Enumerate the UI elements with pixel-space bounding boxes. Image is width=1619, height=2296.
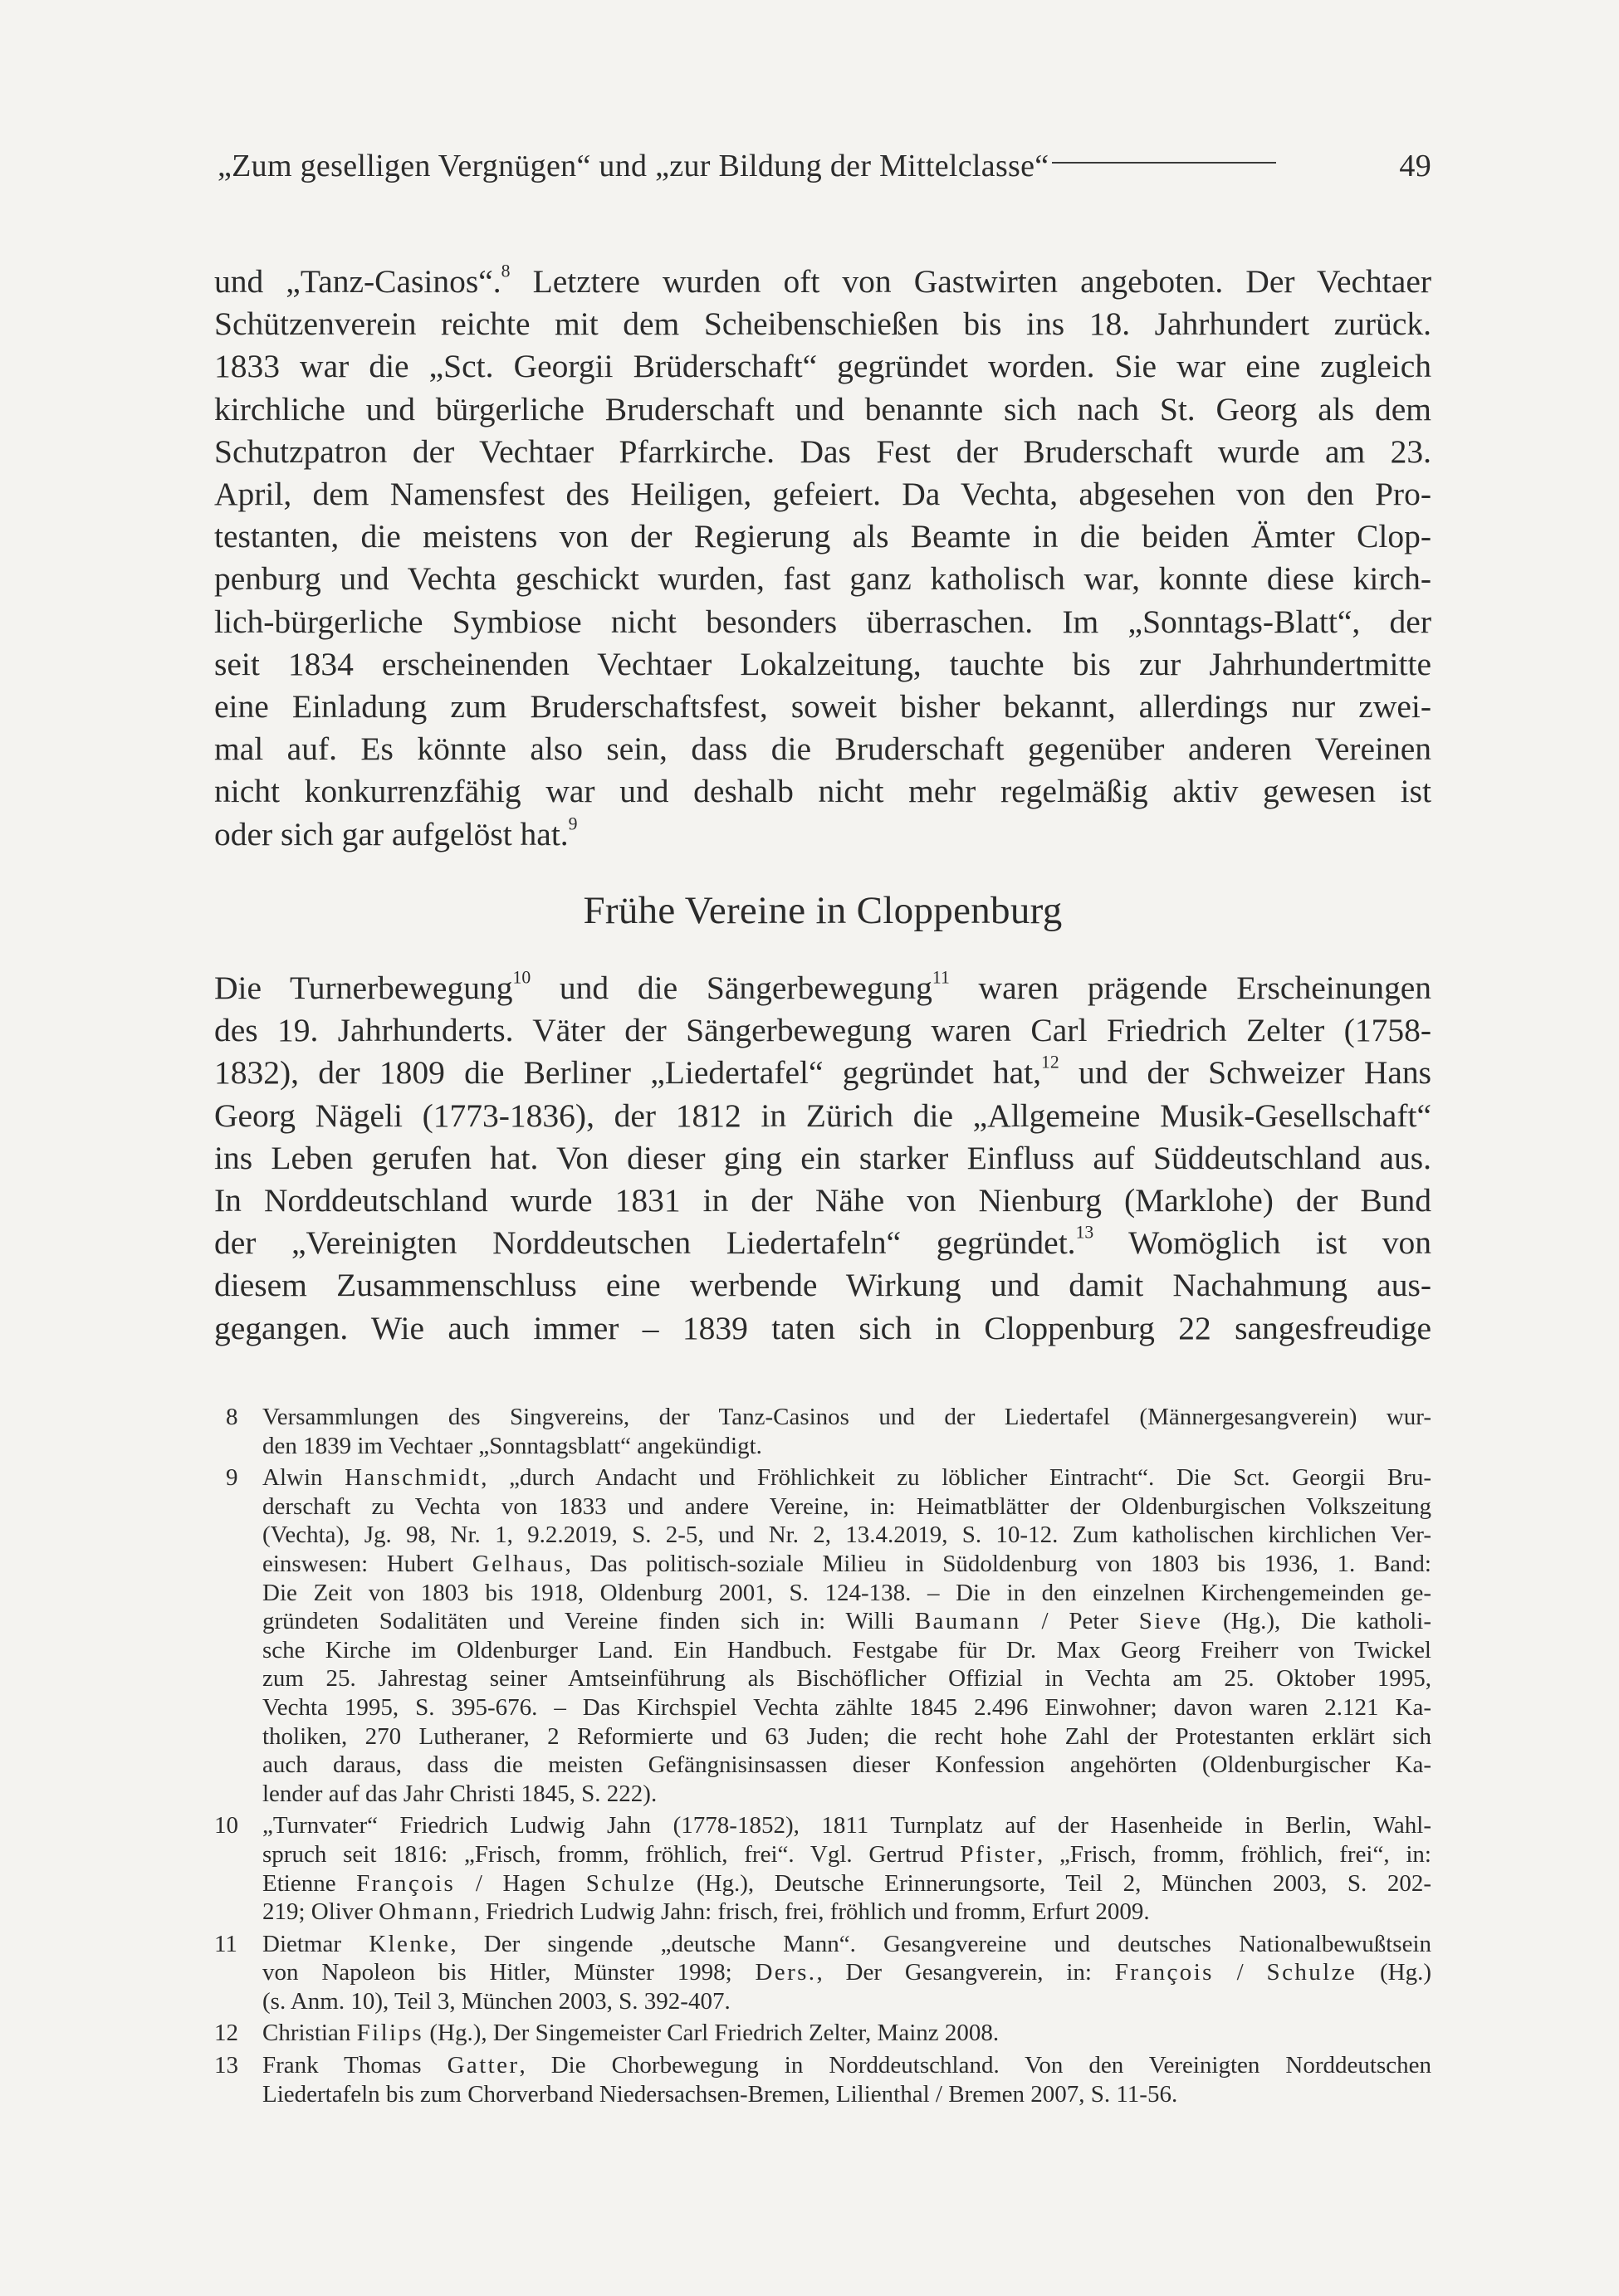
text-line: penburg und Vechta geschickt wurden, fast ganz katholisch war, konnte diese kirch- [214, 560, 1431, 598]
footnote-12 [214, 2019, 1431, 2048]
author-name: Sieve [1138, 1608, 1203, 1635]
text-line: April, dem Namensfest des Heiligen, gefeiert. Da Vechta, abgesehen von den Pro- [214, 476, 1431, 513]
footnote-number: 10 [214, 1812, 238, 1839]
author-name: François [1114, 1959, 1214, 1986]
footnote-text: Dietmar Klenke, Der singende „deutsche Mann“. Gesangvereine und deutsches Nationalbewußtsein von Napoleon bis Hitler, Münster 1998; Ders., Der Gesangverein, in: François / Schulze (Hg.) (s. Anm. 10), Teil 3, München 2003, S. 392-407. [262, 1930, 1432, 2015]
text-line: gegangen. Wie auch immer – 1839 taten sich in Cloppenburg 22 sangesfreudige [214, 1309, 1431, 1346]
footnote-number: 11 [214, 1930, 237, 1957]
text-line: oder sich gar aufgelöst hat.$^9$ [214, 813, 578, 852]
footnote-ref[interactable]: 9 [568, 813, 578, 834]
footnote-8 [214, 1403, 1431, 1460]
text-line: In Norddeutschland wurde 1831 in der Nähe von Nienburg (Marklohe) der Bund [214, 1182, 1431, 1219]
text-line: und „Tanz-Casinos“.$^8$ Letztere wurden oft von Gastwirten angeboten. Der Vechtaer [214, 261, 1432, 300]
footnote-text: Frank Thomas Gatter, Die Chorbewegung in Norddeutschland. Von den Vereinigten Norddeutschen Liedertafeln bis zum Chorverband Niedersachsen-Bremen, Lilienthal / Bremen 2007, S. 11-56. [262, 2052, 1431, 2108]
author-name: François [356, 1869, 456, 1897]
section-heading: Frühe Vereine in Cloppenburg [583, 889, 1063, 932]
footnote-10 [214, 1811, 1431, 1926]
author-name: Schulze [585, 1869, 677, 1897]
author-name: Baumann [914, 1608, 1021, 1635]
text-line: seit 1834 erscheinenden Vechtaer Lokalzeitung, tauchte bis zur Jahrhundertmitte [214, 645, 1431, 682]
text-line: Schützenverein reichte mit dem Scheibenschießen bis ins 18. Jahrhundert zurück. [214, 305, 1431, 343]
author-name: Gatter [447, 2052, 520, 2079]
author-name: Gelhaus [472, 1550, 565, 1577]
footnote-ref[interactable]: 13 [1075, 1222, 1094, 1243]
footnote-text: Christian Filips (Hg.), Der Singemeister Carl Friedrich Zelter, Mainz 2008. [262, 2020, 1000, 2047]
text-line: ins Leben gerufen hat. Von dieser ging ein starker Einfluss auf Süddeutschland aus. [214, 1139, 1431, 1176]
text-line: nicht konkurrenzfähig war und deshalb nicht mehr regelmäßig aktiv gewesen ist [214, 773, 1431, 810]
paragraph-bruderschaft [214, 261, 1431, 856]
footnote-number: 12 [214, 2020, 238, 2047]
footnote-11 [214, 1930, 1431, 2016]
author-name: Ohmann [379, 1898, 474, 1926]
footnote-ref[interactable]: 8 [501, 261, 511, 281]
text-line: mal auf. Es könnte also sein, dass die Bruderschaft gegenüber anderen Vereinen [214, 730, 1431, 768]
footnote-ref[interactable]: 12 [1041, 1052, 1059, 1072]
text-line: kirchliche und bürgerliche Bruderschaft und benannte sich nach St. Georg als dem [214, 390, 1431, 427]
page-number: 49 [1399, 149, 1431, 183]
footnote-text: „Turnvater“ Friedrich Ludwig Jahn (1778-1852), 1811 Turnplatz auf der Hasenheide in Berlin, Wahl- spruch seit 1816: „Frisch, fromm, fröhlich, frei“. Vgl. Gertrud Pfister, „Frisch, fromm, fröhlich, frei“, in: Etienne François / Hagen Schulze (Hg.), Deutsche Erinnerungsorte, Teil 2, München 2003, S. 202- 219; Oliver Ohmann, Friedrich Ludwig Jahn: frisch, frei, fröhlich und fromm, Erfurt 2009. [262, 1812, 1431, 1926]
text-line: der „Vereinigten Norddeutschen Liedertafeln“ gegründet.$^{13}$ Womöglich ist von [214, 1222, 1432, 1262]
text-line: 1833 war die „Sct. Georgii Brüderschaft“ gegründet worden. Sie war eine zugleich [214, 348, 1431, 385]
footnote-number: 8 [226, 1404, 238, 1430]
footnote-text: Versammlungen des Singvereins, der Tanz-Casinos und der Liedertafel (Männergesangverein) wur- den 1839 im Vechtaer „Sonntagsblatt“ angekündigt. [262, 1404, 1431, 1459]
text-line: Georg Nägeli (1773-1836), der 1812 in Zürich die „Allgemeine Musik-Gesellschaft“ [214, 1097, 1431, 1134]
header-rule [1052, 162, 1276, 164]
author-name: Ders. [755, 1959, 817, 1986]
text-line: des 19. Jahrhunderts. Väter der Sängerbewegung waren Carl Friedrich Zelter (1758- [214, 1012, 1431, 1049]
footnotes [214, 1403, 1431, 2112]
author-name: Schulze [1266, 1959, 1357, 1986]
author-name: Klenke [369, 1930, 451, 1957]
footnote-9 [214, 1463, 1431, 1808]
author-name: Hanschmidt [345, 1464, 482, 1492]
text-line: Schutzpatron der Vechtaer Pfarrkirche. Das Fest der Bruderschaft wurde am 23. [214, 432, 1431, 470]
footnote-text: Alwin Hanschmidt, „durch Andacht und Fröhlichkeit zu löblicher Eintracht“. Die Sct. Georgii Bru- derschaft zu Vechta von 1833 und andere Vereine, in: Heimatblätter der Oldenburgischen Volkszeitung (Vechta), Jg. 98, Nr. 1, 9.2.2019, S. 2-5, und Nr. 2, 13.4.2019, S. 10-12. Zum katholischen kirchlichen Ver- einswesen: Hubert Gelhaus, Das politisch-soziale Milieu in Südoldenburg von 1803 bis 1936, 1. Band: Die Zeit von 1803 bis 1918, Oldenburg 2001, S. 124-138. – Die in den einzelnen Kirchengemeinden ge- gründeten Sodalitäten und Vereine finden sich in: Willi Baumann / Peter Sieve (Hg.), Die katholi- sche Kirche im Oldenburger Land. Ein Handbuch. Festgabe für Dr. Max Georg Freiherr von Twickel zum 25. Jahrestag seiner Amtseinführung als Bischöflicher Offizial in Vechta am 25. Oktober 1995, Vechta 1995, S. 395-676. – Das Kirchspiel Vechta zählte 1845 2.496 Einwohner; davon waren 2.121 Ka- tholiken, 270 Lutheraner, 2 Reformierte und 63 Juden; die recht hohe Zahl der Protestanten erklärt sich auch daraus, dass die meisten Gefängnisinsassen dieser Konfession angehörten (Oldenburgischer Ka- lender auf das Jahr Christi 1845, S. 222). [262, 1464, 1431, 1807]
running-title: „Zum geselligen Vergnügen“ und „zur Bildung der Mittelclasse“ [218, 149, 1049, 183]
text-line: Die Turnerbewegung$^{10}$ und die Sängerbewegung$^{11}$ waren prägende Erscheinungen [214, 967, 1431, 1006]
paragraph-saengerbewegung [214, 967, 1431, 1350]
footnote-ref[interactable]: 10 [512, 967, 531, 988]
author-name: Pfister [960, 1840, 1037, 1868]
running-header [218, 148, 1431, 184]
footnote-13 [214, 2051, 1431, 2108]
text-line: testanten, die meistens von der Regierung als Beamte in die beiden Ämter Clop- [214, 518, 1431, 555]
footnote-number: 9 [226, 1464, 238, 1492]
text-line: eine Einladung zum Bruderschaftsfest, soweit bisher bekannt, allerdings nur zwei- [214, 688, 1431, 725]
footnote-ref[interactable]: 11 [932, 967, 950, 988]
footnote-number: 13 [214, 2052, 238, 2079]
author-name: Filips [356, 2020, 424, 2047]
text-line: diesem Zusammenschluss eine werbende Wirkung und damit Nachahmung aus- [214, 1267, 1431, 1304]
text-line: 1832), der 1809 die Berliner „Liedertafel“ gegründet hat,$^{12}$ und der Schweizer Hans [214, 1052, 1432, 1092]
text-line: lich-bürgerliche Symbiose nicht besonders überraschen. Im „Sonntags-Blatt“, der [214, 603, 1431, 640]
